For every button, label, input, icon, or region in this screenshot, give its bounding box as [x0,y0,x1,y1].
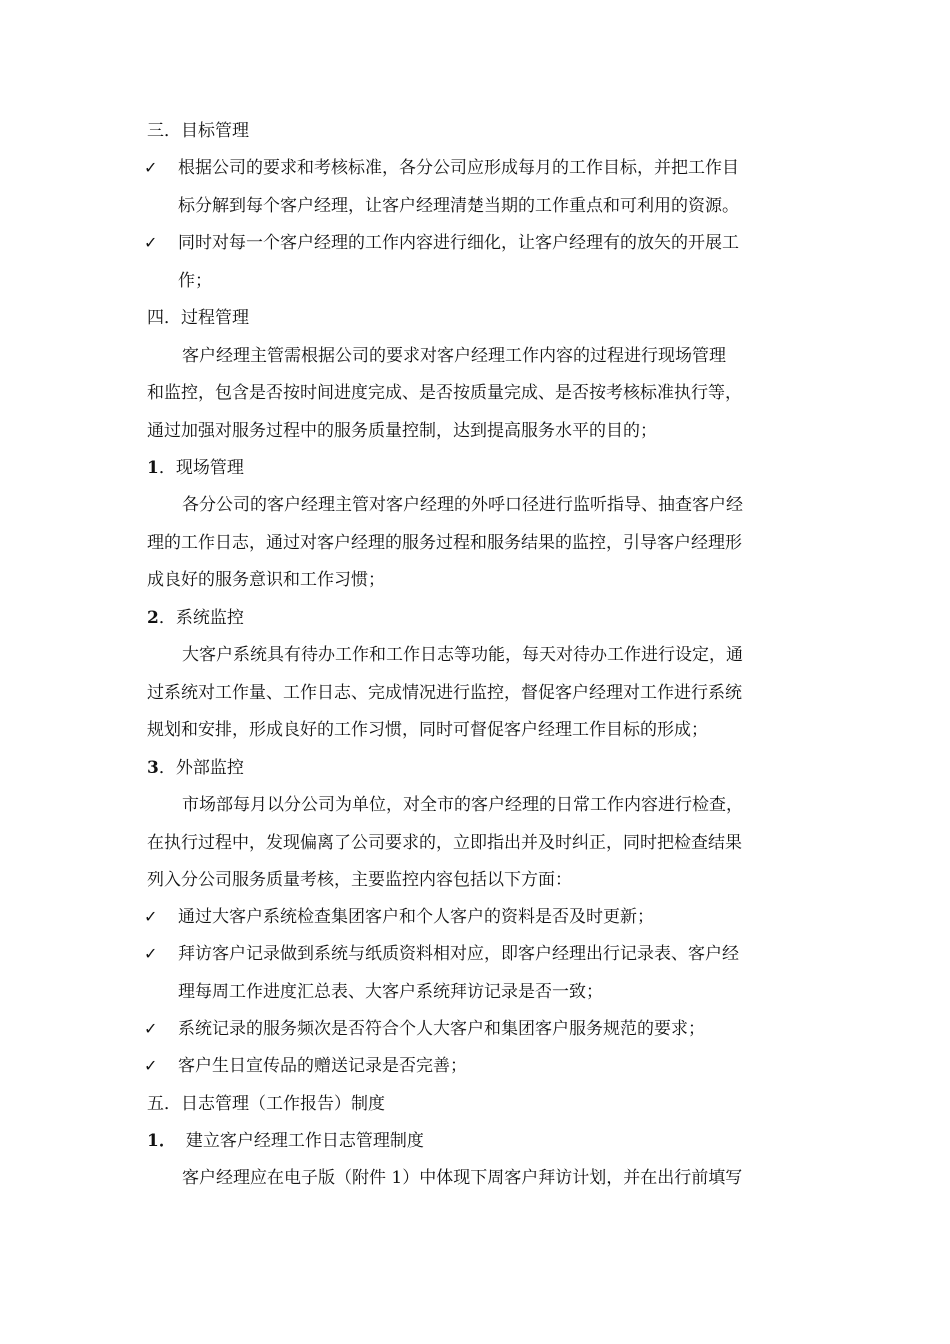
check-icon: ✓ [144,1056,158,1075]
check-icon: ✓ [144,158,158,177]
s3-bullet-2-line-2: 作； [178,271,212,291]
subsection-label: ．外部监控 [158,758,244,778]
s5-line-1: 客户经理应在电子版（附件 1）中体现下周客户拜访计划，并在出行前填写 [182,1168,743,1188]
s4-paragraph-line-2: 和监控，包含是否按时间进度完成、是否按质量完成、是否按考核标准执行等， [147,383,742,403]
s4-paragraph-line-3: 通过加强对服务过程中的服务质量控制，达到提高服务水平的目的； [147,421,657,441]
s4-paragraph-line-1: 客户经理主管需根据公司的要求对客户经理工作内容的过程进行现场管理 [182,346,726,366]
check-icon: ✓ [144,944,158,963]
check-icon: ✓ [144,233,158,252]
subsection-2-title [147,607,244,629]
subsection-number: 1 [147,458,159,478]
subsection-label: ．系统监控 [158,608,244,628]
sub1-line-3: 成良好的服务意识和工作习惯； [147,570,385,590]
sub1-line-2: 理的工作日志，通过对客户经理的服务过程和服务结果的监控，引导客户经理形 [147,533,742,553]
sub3-bullet-4: 客户生日宣传品的赠送记录是否完善； [178,1056,467,1076]
subsection-number: 2 [147,608,159,628]
sub3-line-1: 市场部每月以分公司为单位，对全市的客户经理的日常工作内容进行检查， [182,795,743,815]
section-5-title: 五．日志管理（工作报告）制度 [147,1094,385,1114]
section-4-title: 四．过程管理 [147,308,249,328]
subsection-label: 建立客户经理工作日志管理制度 [185,1131,424,1151]
sub2-line-3: 规划和安排，形成良好的工作习惯，同时可督促客户经理工作目标的形成； [147,720,708,740]
sub3-bullet-2-line-2: 理每周工作进度汇总表、大客户系统拜访记录是否一致； [178,982,603,1002]
check-icon: ✓ [144,1019,158,1038]
section-3-title: 三．目标管理 [147,121,249,141]
subsection-1-title [147,457,244,479]
subsection-number: 1． [147,1131,176,1151]
sub3-bullet-3: 系统记录的服务频次是否符合个人大客户和集团客户服务规范的要求； [178,1019,705,1039]
s3-bullet-1-line-2: 标分解到每个客户经理，让客户经理清楚当期的工作重点和可利用的资源。 [178,196,739,216]
sub2-line-2: 过系统对工作量、工作日志、完成情况进行监控，督促客户经理对工作进行系统 [147,683,742,703]
check-icon: ✓ [144,907,158,926]
s3-bullet-2-line-1: 同时对每一个客户经理的工作内容进行细化，让客户经理有的放矢的开展工 [178,233,739,253]
sub3-line-3: 列入分公司服务质量考核，主要监控内容包括以下方面： [147,870,572,890]
s5-subsection-1-title [147,1130,424,1152]
subsection-3-title [147,757,244,779]
subsection-label: ．现场管理 [158,458,244,478]
sub3-line-2: 在执行过程中，发现偏离了公司要求的，立即指出并及时纠正，同时把检查结果 [147,833,742,853]
sub1-line-1: 各分公司的客户经理主管对客户经理的外呼口径进行监听指导、抽查客户经 [182,495,743,515]
sub2-line-1: 大客户系统具有待办工作和工作日志等功能，每天对待办工作进行设定，通 [182,645,743,665]
s3-bullet-1-line-1: 根据公司的要求和考核标准，各分公司应形成每月的工作目标，并把工作目 [178,158,739,178]
subsection-number: 3 [147,758,159,778]
sub3-bullet-2-line-1: 拜访客户记录做到系统与纸质资料相对应，即客户经理出行记录表、客户经 [178,944,739,964]
sub3-bullet-1: 通过大客户系统检查集团客户和个人客户的资料是否及时更新； [178,907,654,927]
